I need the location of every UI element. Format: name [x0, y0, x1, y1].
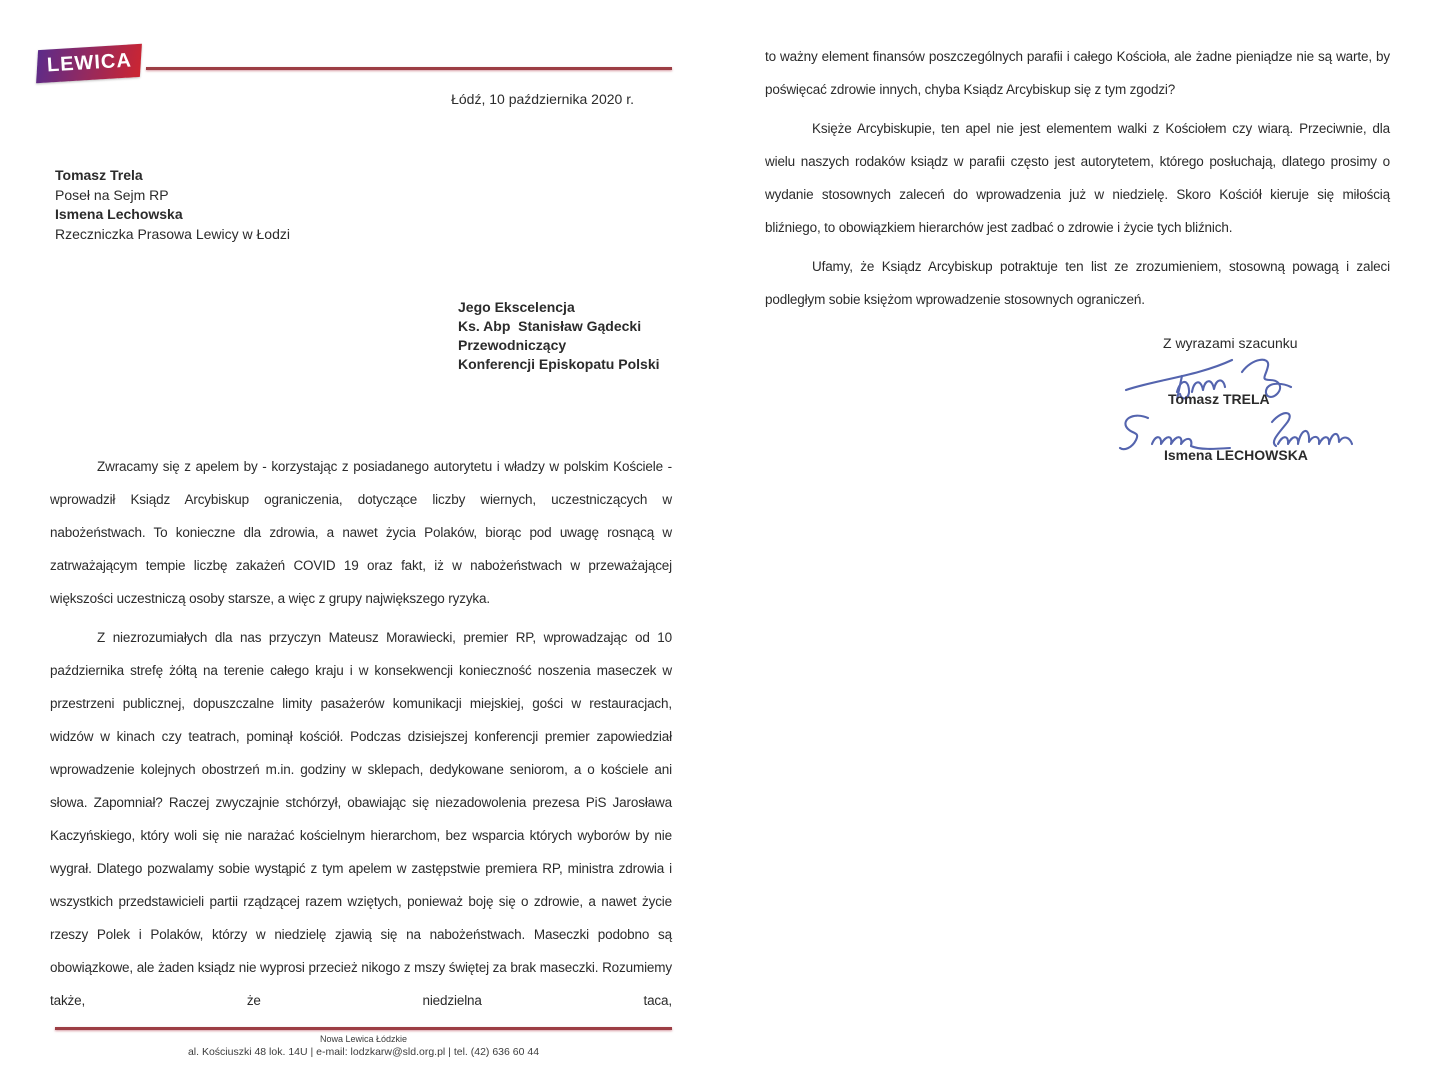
footer-contact-line: al. Kościuszki 48 lok. 14U | e-mail: lodzkarw@sld.org.pl | tel. (42) 636 60 44 — [187, 1046, 540, 1058]
signature-printed-name-1: Tomasz TRELA — [1168, 391, 1270, 407]
paragraph-1: Zwracamy się z apelem by - korzystając z posiadanego autorytetu i władzy w polskim Kościele - wprowadził Ksiądz Arcybiskup ograniczenia, dotyczące liczby wiernych, uczestniczących w nabożeństwach. To konieczne dla zdrowia, a nawet życia Polaków, biorąc pod uwagę rosnącą w zatrważającym tempie liczbę zakażeń COVID 19 oraz fakt, iż w nabożeństwach w przeważającej większości uczestniczą osoby starsze, a więc z grupy największego ryzyka. — [50, 459, 672, 606]
recipient-line-1: Jego Ekscelencja — [458, 299, 575, 315]
header-rule — [146, 67, 672, 70]
sender-role-1: Poseł na Sejm RP — [55, 186, 169, 203]
sender-name-1: Tomasz Trela — [55, 167, 143, 183]
footer-block — [55, 1033, 672, 1059]
recipient-line-2: Ks. Abp Stanisław Gądecki — [458, 318, 642, 334]
signature-printed-name-2: Ismena LECHOWSKA — [1164, 447, 1308, 463]
body-text-page-2 — [765, 40, 1390, 316]
recipient-line-4: Konferencji Episkopatu Polski — [458, 356, 660, 372]
paragraph-2: Z niezrozumiałych dla nas przyczyn Mateusz Morawiecki, premier RP, wprowadzając od 10 października strefę żółtą na terenie całego kraju i w konsekwencji konieczność noszenia maseczek w przestrzeni publicznej, dopuszczalne limity pasażerów komunikacji miejskiej, gości w restauracjach, widzów w kinach czy teatrach, pominął kościół. Podczas dzisiejszej konferencji premier zapowiedział wprowadzenie kolejnych obostrzeń m.in. godziny w sklepach, dedykowane seniorom, a o kościele ani słowa. Zapomniał? Raczej zwyczajnie stchórzył, obawiając się niezadowolenia prezesa PiS Jarosława Kaczyńskiego, który woli się nie narażać kościelnym hierarchom, bez wsparcia których wyborów by nie wygrał. Dlatego pozwalamy sobie wystąpić z tym apelem w zastępstwie premiera RP, ministra zdrowia i wszystkich przedstawicieli partii rządzącej razem wziętych, ponieważ boję się o zdrowie, a nawet życie rzeszy Polek i Polaków, którzy w niedzielę zjawią się na nabożeństwach. Maseczki podobno są obowiązkowe, ale żaden ksiądz nie wyprosi przecież nikogo z mszy świętej za brak maseczki. Rozumiemy także, że niedzielna taca, — [50, 630, 672, 1008]
footer-organization: Nowa Lewica Łódzkie — [319, 1034, 408, 1044]
sender-name-2: Ismena Lechowska — [55, 206, 183, 222]
recipient-line-3: Przewodniczący — [458, 337, 567, 353]
lewica-logo — [36, 44, 142, 84]
paragraph-4: Księże Arcybiskupie, ten apel nie jest elementem walki z Kościołem czy wiarą. Przeciwnie, dla wielu naszych rodaków ksiądz w parafii często jest autorytetem, którego posłuchają, dlatego prosimy o wydanie stosownych zaleceń do wprowadzenia już w niedzielę. Skoro Kościół kieruje się miłością bliźniego, to obowiązkiem hierarchów jest zadbać o zdrowie i życie tych bliźnich. — [765, 121, 1390, 235]
paragraph-5: Ufamy, że Ksiądz Arcybiskup potraktuje ten list ze zrozumieniem, stosowną powagą i zaleci podległym sobie księżom wprowadzenie stosownych ograniczeń. — [765, 259, 1390, 307]
lewica-logo-text: LEWICA — [45, 49, 132, 77]
recipient-block — [458, 298, 660, 374]
closing-salutation: Z wyrazami szacunku — [1163, 335, 1298, 351]
sender-role-2: Rzeczniczka Prasowa Lewicy w Łodzi — [55, 225, 290, 242]
sender-block — [55, 166, 290, 244]
date-line: Łódź, 10 października 2020 r. — [451, 91, 634, 107]
footer-rule — [55, 1027, 672, 1030]
body-text-page-1 — [50, 450, 672, 1017]
paragraph-3-continuation: to ważny element finansów poszczególnych parafii i całego Kościoła, ale żadne pieniądze nie są warte, by poświęcać zdrowie innych, chyba Ksiądz Arcybiskup się z tym zgodzi? — [765, 49, 1390, 97]
